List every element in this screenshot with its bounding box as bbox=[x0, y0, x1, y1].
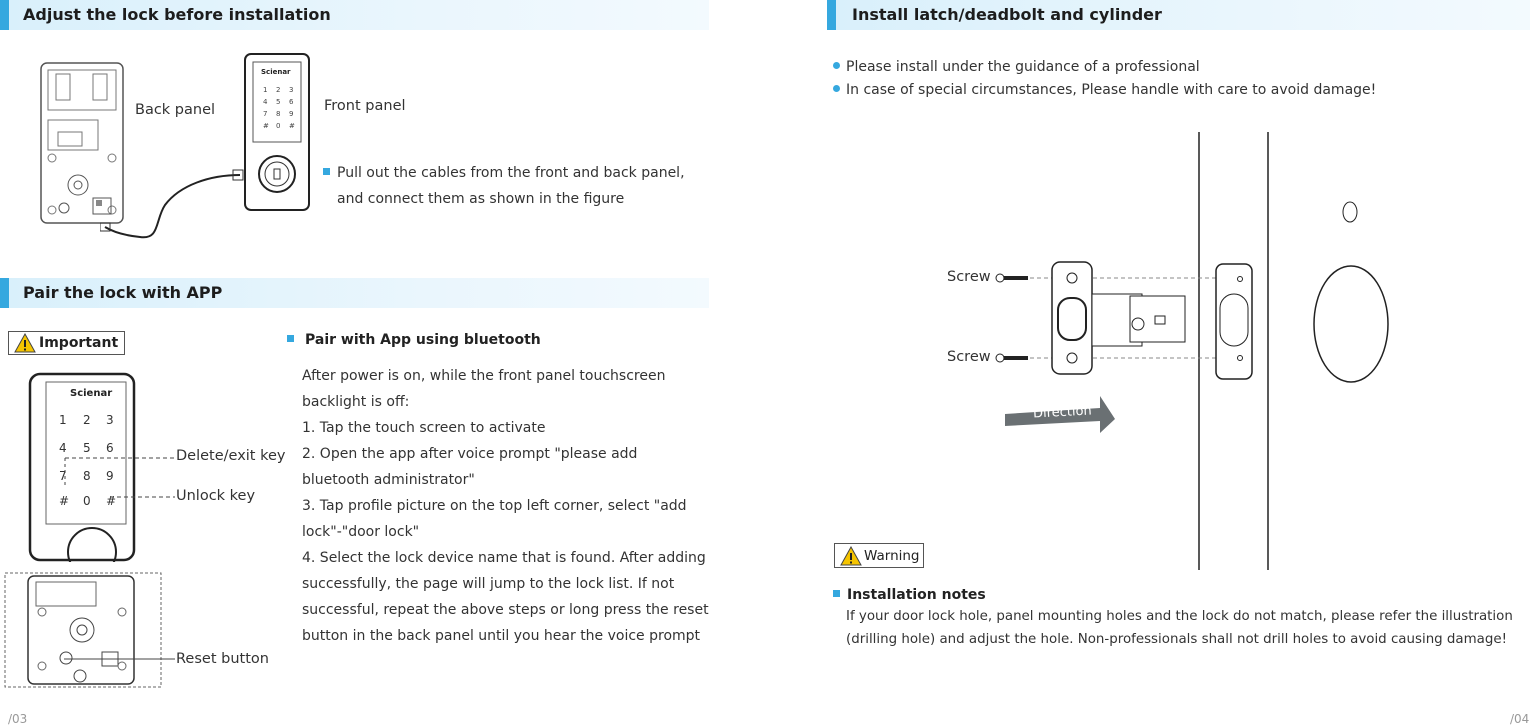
callout-unlock-key: Unlock key bbox=[176, 488, 256, 504]
front-panel-label: Front panel bbox=[324, 98, 406, 114]
svg-text:Scienar: Scienar bbox=[261, 68, 291, 76]
pair-instruction-line: 2. Open the app after voice prompt "please add bbox=[302, 446, 638, 462]
section-title-install: Install latch/deadbolt and cylinder bbox=[852, 5, 1162, 24]
svg-text:4: 4 bbox=[59, 441, 67, 455]
pair-heading bbox=[287, 332, 541, 348]
latch-installation-diagram bbox=[990, 132, 1410, 572]
svg-text:6: 6 bbox=[289, 98, 294, 106]
svg-text:8: 8 bbox=[83, 469, 91, 483]
install-bullet-2 bbox=[833, 77, 1376, 103]
back-panel-label: Back panel bbox=[135, 102, 216, 118]
front-panel-illustration bbox=[243, 52, 311, 212]
callout-reset-button: Reset button bbox=[176, 651, 269, 667]
installation-notes-line1: If your door lock hole, panel mounting holes and the lock do not match, please refer the illustration bbox=[846, 609, 1513, 624]
svg-text:#: # bbox=[106, 494, 117, 508]
pair-instruction-line: bluetooth administrator" bbox=[302, 472, 475, 488]
svg-text:2: 2 bbox=[276, 86, 281, 94]
screw-bottom-icon bbox=[996, 354, 1028, 362]
install-bullet-1-text: Please install under the guidance of a professional bbox=[846, 59, 1200, 75]
cable-note-line1: Pull out the cables from the front and back panel, bbox=[337, 165, 685, 181]
installation-notes-heading-text: Installation notes bbox=[847, 587, 986, 603]
important-label: Important bbox=[39, 335, 119, 351]
svg-text:2: 2 bbox=[83, 413, 91, 427]
callout-lines bbox=[60, 450, 180, 665]
svg-text:6: 6 bbox=[106, 441, 114, 455]
bullet-square-icon bbox=[287, 335, 294, 342]
svg-text:1: 1 bbox=[59, 413, 67, 427]
svg-text:9: 9 bbox=[289, 110, 294, 118]
section-title-pair: Pair the lock with APP bbox=[23, 283, 223, 302]
pair-instruction-line: successfully, the page will jump to the lock list. If not bbox=[302, 576, 675, 592]
svg-text:3: 3 bbox=[106, 413, 114, 427]
svg-text:3: 3 bbox=[289, 86, 294, 94]
pair-instruction-line: lock"-"door lock" bbox=[302, 524, 420, 540]
pair-instruction-line: button in the back panel until you hear the voice prompt bbox=[302, 628, 701, 644]
svg-text:#: # bbox=[289, 122, 295, 130]
svg-text:5: 5 bbox=[276, 98, 281, 106]
pair-instruction-line: successful, repeat the above steps or long press the reset bbox=[302, 602, 709, 618]
bullet-dot-icon bbox=[833, 62, 840, 69]
install-bullet-2-text: In case of special circumstances, Please handle with care to avoid damage! bbox=[846, 82, 1377, 98]
section-title-adjust: Adjust the lock before installation bbox=[23, 5, 331, 24]
pair-instruction-line: 1. Tap the touch screen to activate bbox=[302, 420, 546, 436]
important-badge bbox=[8, 331, 125, 355]
pair-instruction-line: 3. Tap profile picture on the top left corner, select "add bbox=[302, 498, 687, 514]
warning-badge bbox=[834, 543, 924, 568]
screw-label-bottom: Screw bbox=[947, 349, 991, 365]
svg-text:0: 0 bbox=[83, 494, 91, 508]
svg-text:7: 7 bbox=[263, 110, 268, 118]
bullet-dot-icon bbox=[833, 85, 840, 92]
svg-text:8: 8 bbox=[276, 110, 281, 118]
svg-text:#: # bbox=[263, 122, 269, 130]
page-number-right: /04 bbox=[1510, 712, 1530, 726]
cable-note-line2: and connect them as shown in the figure bbox=[337, 191, 625, 207]
pair-instruction-line: backlight is off: bbox=[302, 394, 410, 410]
cable-note bbox=[323, 160, 703, 212]
screw-top-icon bbox=[996, 274, 1028, 282]
installation-notes-heading bbox=[833, 587, 986, 603]
pair-instructions bbox=[302, 363, 708, 649]
screw-label-top: Screw bbox=[947, 269, 991, 285]
bullet-square-icon bbox=[323, 168, 330, 175]
section-header-install bbox=[827, 0, 1530, 30]
section-header-pair bbox=[0, 278, 709, 308]
warning-label: Warning bbox=[864, 547, 920, 564]
svg-text:4: 4 bbox=[263, 98, 268, 106]
connection-cable bbox=[100, 165, 260, 245]
section-header-adjust bbox=[0, 0, 709, 30]
pair-heading-text: Pair with App using bluetooth bbox=[305, 332, 541, 348]
callout-delete-exit-key: Delete/exit key bbox=[176, 448, 286, 464]
warning-triangle-icon bbox=[14, 333, 36, 353]
installation-notes-line2: (drilling hole) and adjust the hole. Non-professionals shall not drill holes to avoid causing damage! bbox=[846, 632, 1507, 647]
svg-text:0: 0 bbox=[276, 122, 281, 130]
direction-label: Direction bbox=[1032, 403, 1093, 422]
svg-text:7: 7 bbox=[59, 469, 67, 483]
warning-triangle-icon bbox=[840, 546, 862, 566]
bullet-square-icon bbox=[833, 590, 840, 597]
pair-instruction-line: 4. Select the lock device name that is found. After adding bbox=[302, 550, 706, 566]
svg-text:9: 9 bbox=[106, 469, 114, 483]
svg-text:#: # bbox=[59, 494, 70, 508]
svg-text:Scienar: Scienar bbox=[70, 388, 113, 399]
pair-instruction-line: After power is on, while the front panel touchscreen bbox=[302, 368, 666, 384]
svg-text:1: 1 bbox=[263, 86, 268, 94]
svg-text:5: 5 bbox=[83, 441, 91, 455]
page-number-left: /03 bbox=[8, 712, 28, 726]
